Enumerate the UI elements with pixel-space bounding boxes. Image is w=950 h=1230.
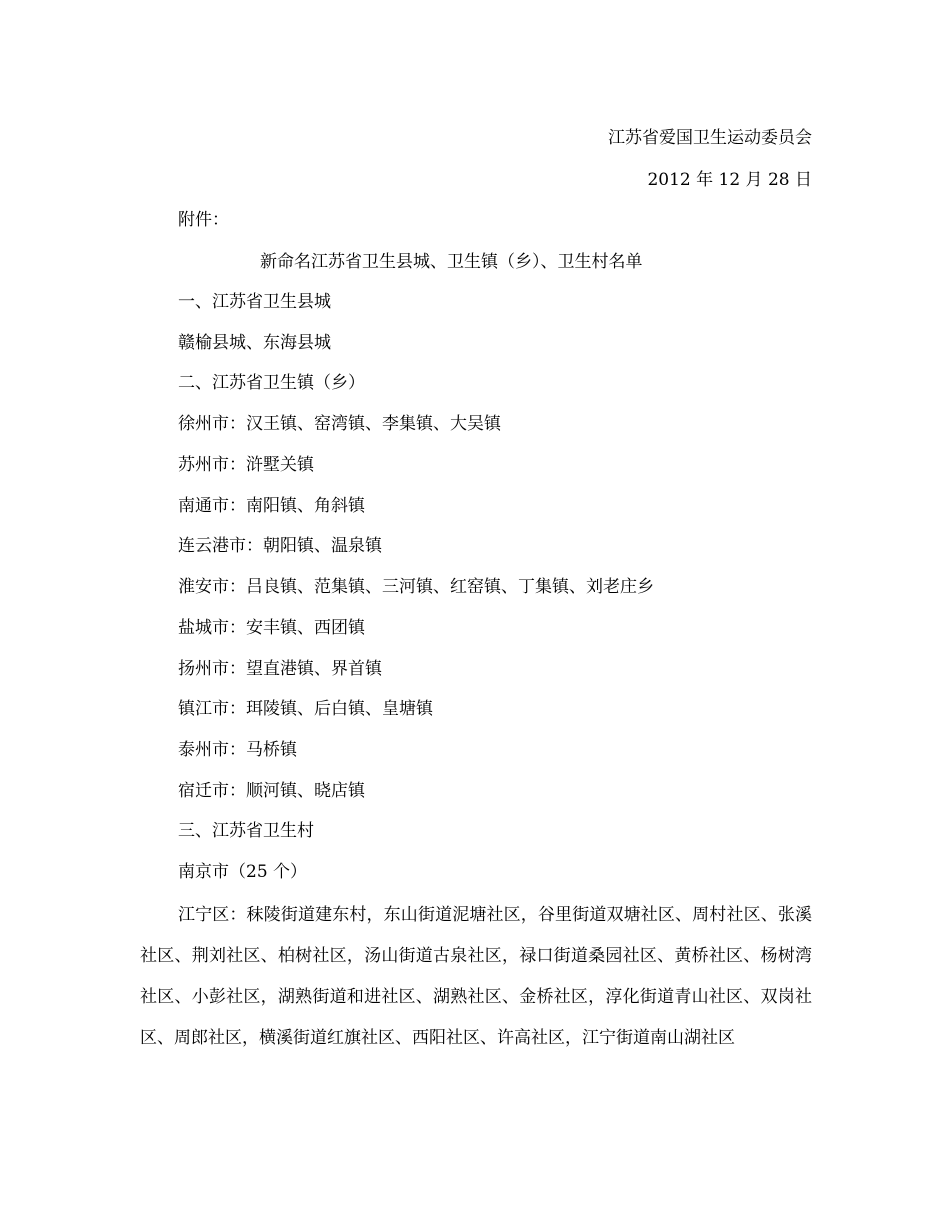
county-list: 赣榆县城、东海县城 <box>178 333 331 353</box>
nanjing-heading: 南京市（25 个） <box>178 862 308 882</box>
town-list-item: 镇江市：珥陵镇、后白镇、皇塘镇 <box>178 699 433 719</box>
town-list-item: 连云港市：朝阳镇、温泉镇 <box>178 536 382 556</box>
town-list-item: 扬州市：望直港镇、界首镇 <box>178 659 382 679</box>
attachment-label: 附件： <box>178 210 229 230</box>
town-list-item: 盐城市：安丰镇、西团镇 <box>178 618 365 638</box>
document-title: 新命名江苏省卫生县城、卫生镇（乡）、卫生村名单 <box>260 252 643 272</box>
village-heading: 三、江苏省卫生村 <box>178 821 314 841</box>
town-list-item: 淮安市：吕良镇、范集镇、三河镇、红窑镇、丁集镇、刘老庄乡 <box>178 577 654 597</box>
jiangning-paragraph: 江宁区：秣陵街道建东村，东山街道泥塘社区，谷里街道双塘社区、周村社区、张溪社区、荆刘社区、柏树社区，汤山街道古泉社区，禄口街道桑园社区、黄桥社区、杨树湾社区、小彭社区，湖熟街道和进社区、湖熟社区、金桥社区，淳化街道青山社区、双岗社区、周郎社区，横溪街道红旗社区、西阳社区、许高社区，江宁街道南山湖社区 <box>140 905 812 1048</box>
town-list-item: 泰州市：马桥镇 <box>178 740 297 760</box>
town-heading: 二、江苏省卫生镇（乡） <box>178 373 365 393</box>
date-line: 2012 年 12 月 28 日 <box>647 170 812 190</box>
town-list-item: 苏州市：浒墅关镇 <box>178 455 314 475</box>
town-list-item: 南通市：南阳镇、角斜镇 <box>178 496 365 516</box>
issuer-line: 江苏省爱国卫生运动委员会 <box>608 128 812 148</box>
town-list-item: 徐州市：汉王镇、窑湾镇、李集镇、大吴镇 <box>178 414 501 434</box>
county-heading: 一、江苏省卫生县城 <box>178 292 331 312</box>
town-list-item: 宿迁市：顺河镇、晓店镇 <box>178 781 365 801</box>
